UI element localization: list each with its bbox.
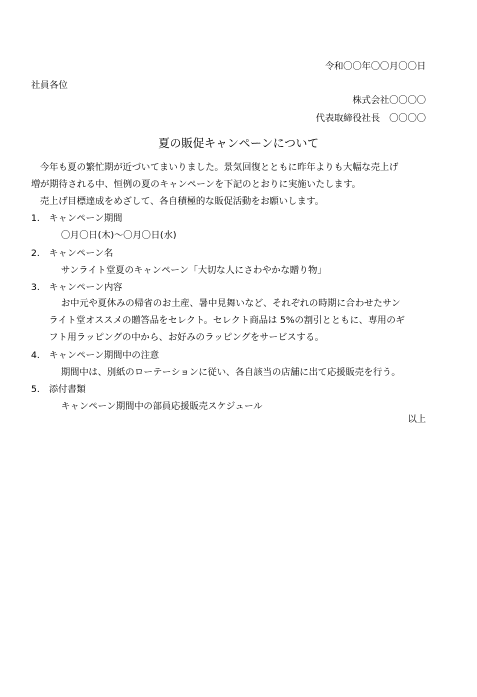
intro-line-1: 今年も夏の繁忙期が近づいてまいりました。景気回復とともに昨年よりも大幅な売上げ xyxy=(40,162,399,173)
item-number: 3. xyxy=(31,282,40,293)
item-heading: キャンペーン期間 xyxy=(49,213,123,224)
item-body-line: フト用ラッピングの中から、お好みのラッピングをサービスする。 xyxy=(49,332,324,343)
sender-representative: 代表取締役社長 〇〇〇〇 xyxy=(315,113,426,124)
item-body-line: ライト堂オススメの贈答品をセレクト。セレクト商品は 5%の割引とともに、専用のギ xyxy=(49,315,405,326)
item-heading: キャンペーン期間中の注意 xyxy=(49,350,160,361)
item-heading: キャンペーン名 xyxy=(49,248,114,259)
item-number: 4. xyxy=(31,350,40,361)
intro-line-2: 増が期待される中、恒例の夏のキャンペーンを下記のとおりに実施いたします。 xyxy=(31,179,361,190)
item-body-line: お中元や夏休みの帰省のお土産、暑中見舞いなど、それぞれの時期に合わせたサン xyxy=(61,298,401,309)
sender-company: 株式会社〇〇〇〇 xyxy=(352,95,426,106)
item-number: 1. xyxy=(31,213,40,224)
item-body-line: サンライト堂夏のキャンペーン「大切な人にさわやかな贈り物」 xyxy=(61,265,327,276)
item-number: 5. xyxy=(31,384,40,395)
item-heading: キャンペーン内容 xyxy=(49,282,123,293)
item-heading: 添付書類 xyxy=(49,384,86,395)
document-title: 夏の販促キャンペーンについて xyxy=(158,136,319,150)
item-body-line: キャンペーン期間中の部員応援販売スケジュール xyxy=(61,401,263,412)
item-body-line: 期間中は、別紙のローテーションに従い、各自該当の店舗に出て応援販売を行う。 xyxy=(61,367,401,378)
intro-line-3: 売上げ目標達成をめざして、各自積極的な販促活動をお願いします。 xyxy=(40,196,324,207)
document-date: 令和〇〇年〇〇月〇〇日 xyxy=(324,61,426,72)
recipient: 社員各位 xyxy=(31,80,68,91)
closing-text: 以上 xyxy=(407,414,426,425)
item-number: 2. xyxy=(31,248,40,259)
item-body-line: 〇月〇日(木)～〇月〇日(水) xyxy=(61,230,177,241)
